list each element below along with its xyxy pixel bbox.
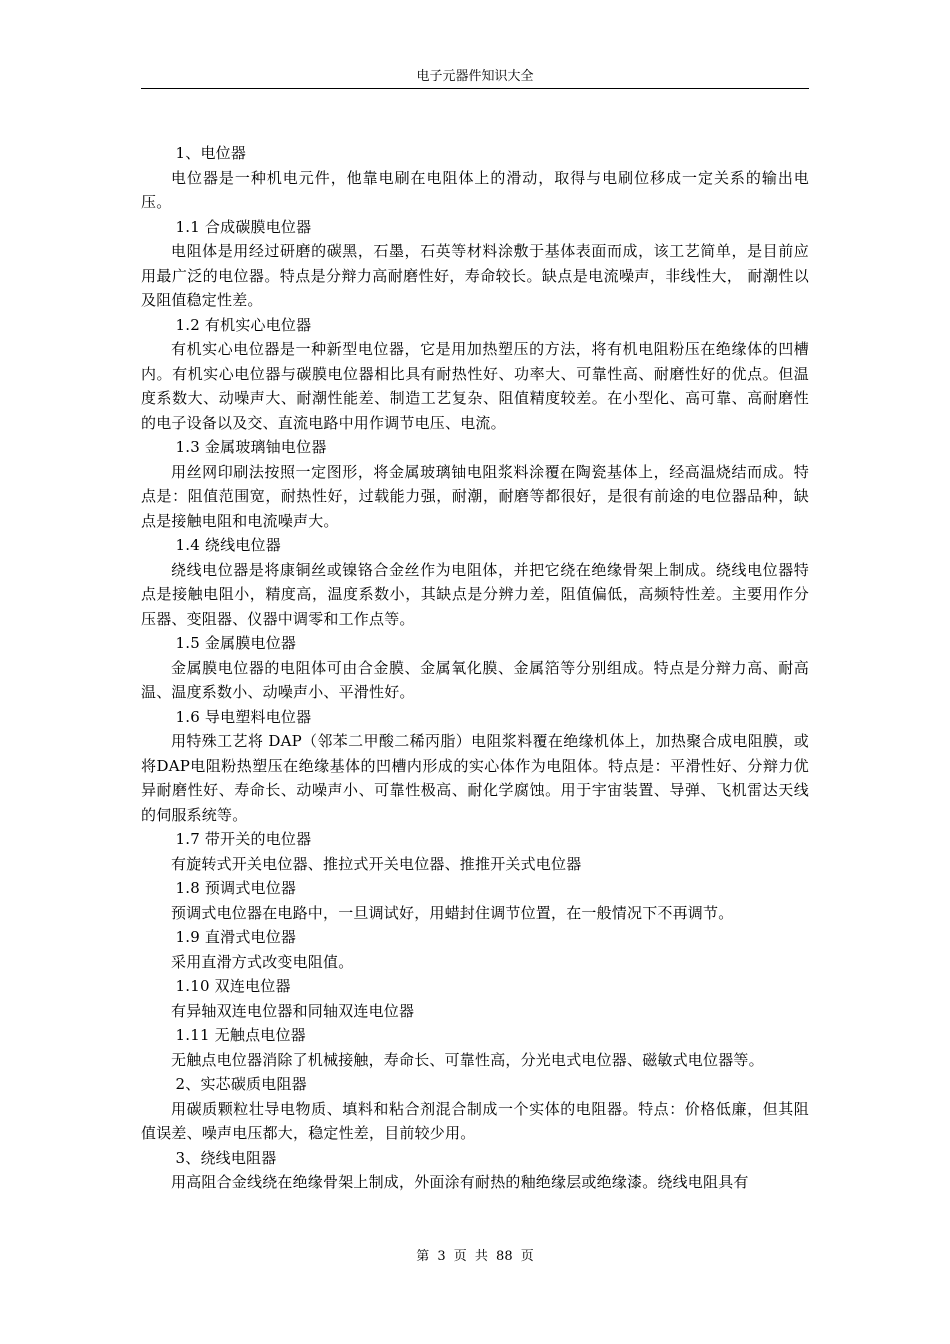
section-heading: 1、电位器 (175, 144, 247, 162)
body-paragraph: 电阻体是用经过研磨的碳黑，石墨，石英等材料涂敷于基体表面而成，该工艺简单，是目前应用最广泛的电位器。特点是分辩力高耐磨性好，寿命较长。缺点是电流噪声，非线性大， 耐潮性以及阻值稳定性差。 (141, 242, 809, 309)
body-paragraph: 有机实心电位器是一种新型电位器，它是用加热塑压的方法，将有机电阻粉压在绝缘体的凹槽内。有机实心电位器与碳膜电位器相比具有耐热性好、功率大、可靠性高、耐磨性好的优点。但温度系数大、动噪声大、耐潮性能差、制造工艺复杂、阻值精度较差。在小型化、高可靠、高耐磨性的电子设备以及交、直流电路中用作调节电压、电流。 (141, 340, 809, 432)
section-heading: 1.7 带开关的电位器 (175, 830, 312, 848)
body-paragraph: 绕线电位器是将康铜丝或镍铬合金丝作为电阻体，并把它绕在绝缘骨架上制成。绕线电位器特点是接触电阻小，精度高，温度系数小，其缺点是分辨力差，阻值偏低，高频特性差。主要用作分压器、变阻器、仪器中调零和工作点等。 (141, 560, 809, 628)
section-heading: 1.9 直滑式电位器 (175, 928, 297, 946)
section-heading: 1.11 无触点电位器 (175, 1026, 306, 1044)
section-heading: 1.8 预调式电位器 (175, 879, 297, 897)
page-footer (141, 1248, 809, 1266)
body-paragraph: 采用直滑方式改变电阻值。 (171, 952, 354, 971)
page-header (141, 68, 809, 89)
document-body (141, 141, 809, 1195)
body-paragraph: 有旋转式开关电位器、推拉式开关电位器、推推开关式电位器 (171, 854, 582, 873)
document-title: 电子元器件知识大全 (416, 69, 534, 84)
section-heading: 1.3 金属玻璃铀电位器 (175, 438, 327, 456)
body-paragraph: 有异轴双连电位器和同轴双连电位器 (171, 1001, 415, 1020)
body-paragraph: 用高阻合金线绕在绝缘骨架上制成，外面涂有耐热的釉绝缘层或绝缘漆。绕线电阻具有 (171, 1173, 749, 1191)
section-heading: 1.5 金属膜电位器 (175, 634, 297, 652)
body-paragraph: 预调式电位器在电路中，一旦调试好，用蜡封住调节位置，在一般情况下不再调节。 (171, 903, 734, 922)
section-heading: 2、实芯碳质电阻器 (175, 1075, 307, 1093)
section-heading: 1.1 合成碳膜电位器 (175, 217, 312, 236)
section-heading: 1.10 双连电位器 (175, 977, 291, 995)
body-paragraph: 金属膜电位器的电阻体可由合金膜、金属氧化膜、金属箔等分别组成。特点是分辩力高、耐高温、温度系数小、动噪声小、平滑性好。 (141, 658, 809, 701)
section-heading: 1.6 导电塑料电位器 (175, 707, 312, 726)
section-heading: 3、绕线电阻器 (175, 1148, 277, 1167)
section-heading: 1.4 绕线电位器 (175, 536, 281, 554)
body-paragraph: 无触点电位器消除了机械接触，寿命长、可靠性高，分光电式电位器、磁敏式电位器等。 (171, 1050, 764, 1069)
body-paragraph: 用丝网印刷法按照一定图形，将金属玻璃铀电阻浆料涂覆在陶瓷基体上，经高温烧结而成。特点是：阻值范围宽，耐热性好，过载能力强，耐潮，耐磨等都很好，是很有前途的电位器品种，缺点是接触电阻和电流噪声大。 (141, 462, 809, 530)
page-number: 第 3 页 共 88 页 (416, 1249, 534, 1264)
section-heading: 1.2 有机实心电位器 (175, 315, 312, 334)
body-paragraph: 电位器是一种机电元件，他靠电刷在电阻体上的滑动，取得与电刷位移成一定关系的输出电压。 (141, 168, 809, 211)
body-paragraph: 用特殊工艺将 DAP（邻苯二甲酸二稀丙脂）电阻浆料覆在绝缘机体上，加热聚合成电阻膜，或将DAP电阻粉热塑压在绝缘基体的凹槽内形成的实心体作为电阻体。特点是：平滑性好、分辩力优异耐磨性好、寿命长、动噪声小、可靠性极高、耐化学腐蚀。用于宇宙装置、导弹、飞机雷达天线的伺服系统等。 (141, 732, 809, 824)
body-paragraph: 用碳质颗粒壮导电物质、填料和粘合剂混合制成一个实体的电阻器。特点：价格低廉，但其阻值误差、噪声电压都大，稳定性差，目前较少用。 (141, 1099, 809, 1142)
